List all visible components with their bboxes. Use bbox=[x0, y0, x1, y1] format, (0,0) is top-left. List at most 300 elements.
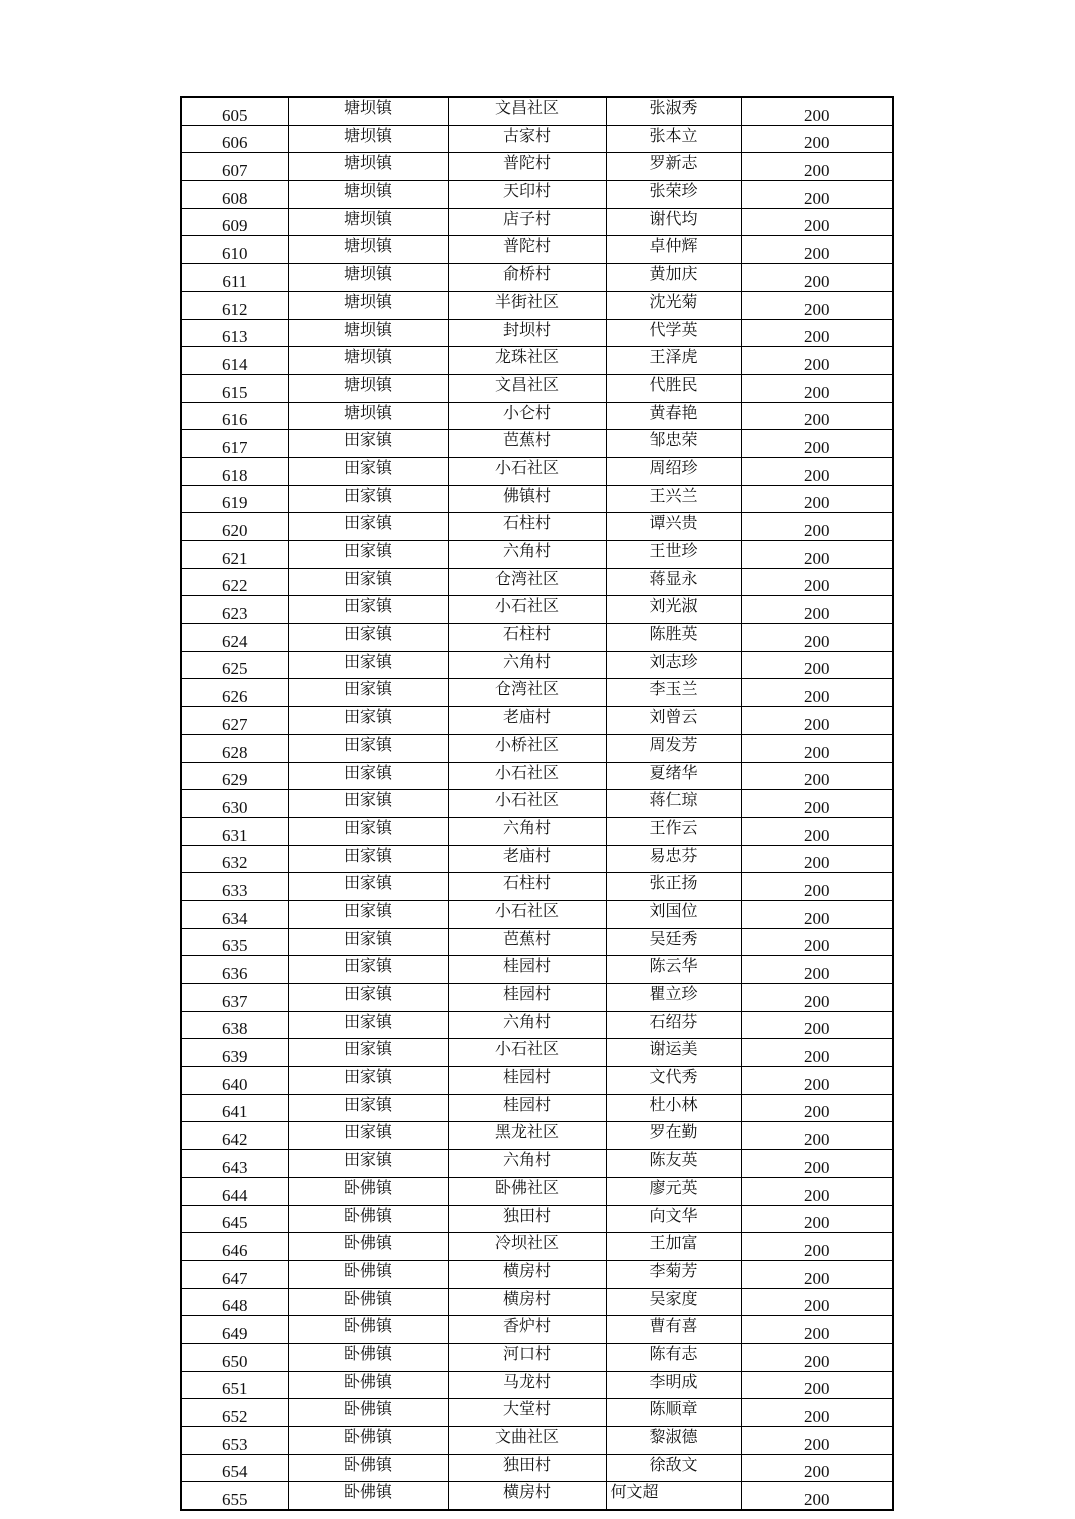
amount-cell: 200 bbox=[741, 208, 893, 236]
village-cell: 半街社区 bbox=[448, 291, 606, 319]
town-cell: 田家镇 bbox=[288, 817, 448, 845]
person-name-cell: 谭兴贵 bbox=[606, 513, 741, 541]
town-cell: 卧佛镇 bbox=[288, 1371, 448, 1399]
row-number-cell: 608 bbox=[181, 181, 288, 209]
table-row bbox=[181, 568, 893, 596]
row-number-cell: 644 bbox=[181, 1177, 288, 1205]
row-number-cell: 637 bbox=[181, 984, 288, 1012]
row-number-cell: 650 bbox=[181, 1343, 288, 1371]
town-cell: 田家镇 bbox=[288, 1011, 448, 1039]
town-cell: 塘坝镇 bbox=[288, 97, 448, 125]
row-number-cell: 655 bbox=[181, 1482, 288, 1510]
person-name-cell: 周绍珍 bbox=[606, 457, 741, 485]
village-cell: 大堂村 bbox=[448, 1399, 606, 1427]
person-name-cell: 黎淑德 bbox=[606, 1427, 741, 1455]
amount-cell: 200 bbox=[741, 1343, 893, 1371]
table-row bbox=[181, 457, 893, 485]
person-name-cell: 曹有喜 bbox=[606, 1316, 741, 1344]
village-cell: 小石社区 bbox=[448, 762, 606, 790]
village-cell: 河口村 bbox=[448, 1343, 606, 1371]
table-row bbox=[181, 97, 893, 125]
row-number-cell: 621 bbox=[181, 541, 288, 569]
person-name-cell: 王加富 bbox=[606, 1233, 741, 1261]
table-row bbox=[181, 928, 893, 956]
person-name-cell: 蒋显永 bbox=[606, 568, 741, 596]
amount-cell: 200 bbox=[741, 1094, 893, 1122]
amount-cell: 200 bbox=[741, 734, 893, 762]
village-cell: 横房村 bbox=[448, 1288, 606, 1316]
amount-cell: 200 bbox=[741, 347, 893, 375]
amount-cell: 200 bbox=[741, 790, 893, 818]
village-cell: 龙珠社区 bbox=[448, 347, 606, 375]
amount-cell: 200 bbox=[741, 153, 893, 181]
table-row bbox=[181, 1343, 893, 1371]
person-name-cell: 吴家度 bbox=[606, 1288, 741, 1316]
row-number-cell: 648 bbox=[181, 1288, 288, 1316]
person-name-cell: 王兴兰 bbox=[606, 485, 741, 513]
row-number-cell: 643 bbox=[181, 1150, 288, 1178]
town-cell: 田家镇 bbox=[288, 1094, 448, 1122]
village-cell: 六角村 bbox=[448, 817, 606, 845]
row-number-cell: 625 bbox=[181, 651, 288, 679]
town-cell: 田家镇 bbox=[288, 457, 448, 485]
town-cell: 田家镇 bbox=[288, 928, 448, 956]
table-row bbox=[181, 1039, 893, 1067]
row-number-cell: 626 bbox=[181, 679, 288, 707]
village-cell: 六角村 bbox=[448, 651, 606, 679]
row-number-cell: 614 bbox=[181, 347, 288, 375]
amount-cell: 200 bbox=[741, 236, 893, 264]
table-row bbox=[181, 624, 893, 652]
amount-cell: 200 bbox=[741, 873, 893, 901]
table-row bbox=[181, 1177, 893, 1205]
person-name-cell: 周发芳 bbox=[606, 734, 741, 762]
amount-cell: 200 bbox=[741, 651, 893, 679]
row-number-cell: 633 bbox=[181, 873, 288, 901]
town-cell: 塘坝镇 bbox=[288, 347, 448, 375]
table-row bbox=[181, 319, 893, 347]
table-row bbox=[181, 374, 893, 402]
person-name-cell: 李菊芳 bbox=[606, 1260, 741, 1288]
town-cell: 卧佛镇 bbox=[288, 1233, 448, 1261]
amount-cell: 200 bbox=[741, 181, 893, 209]
town-cell: 田家镇 bbox=[288, 790, 448, 818]
row-number-cell: 618 bbox=[181, 457, 288, 485]
person-name-cell: 陈胜英 bbox=[606, 624, 741, 652]
amount-cell: 200 bbox=[741, 541, 893, 569]
village-cell: 黑龙社区 bbox=[448, 1122, 606, 1150]
village-cell: 仓湾社区 bbox=[448, 568, 606, 596]
town-cell: 塘坝镇 bbox=[288, 291, 448, 319]
town-cell: 卧佛镇 bbox=[288, 1482, 448, 1510]
person-name-cell: 杜小林 bbox=[606, 1094, 741, 1122]
table-row bbox=[181, 707, 893, 735]
village-cell: 独田村 bbox=[448, 1205, 606, 1233]
person-name-cell: 代胜民 bbox=[606, 374, 741, 402]
amount-cell: 200 bbox=[741, 1371, 893, 1399]
table-row bbox=[181, 984, 893, 1012]
table-row bbox=[181, 208, 893, 236]
person-name-cell: 王世珍 bbox=[606, 541, 741, 569]
town-cell: 田家镇 bbox=[288, 513, 448, 541]
town-cell: 塘坝镇 bbox=[288, 208, 448, 236]
amount-cell: 200 bbox=[741, 485, 893, 513]
table-row bbox=[181, 900, 893, 928]
town-cell: 塘坝镇 bbox=[288, 319, 448, 347]
amount-cell: 200 bbox=[741, 817, 893, 845]
table-row bbox=[181, 873, 893, 901]
amount-cell: 200 bbox=[741, 845, 893, 873]
person-name-cell: 罗新志 bbox=[606, 153, 741, 181]
row-number-cell: 647 bbox=[181, 1260, 288, 1288]
town-cell: 卧佛镇 bbox=[288, 1288, 448, 1316]
town-cell: 田家镇 bbox=[288, 873, 448, 901]
table-row bbox=[181, 402, 893, 430]
amount-cell: 200 bbox=[741, 402, 893, 430]
amount-cell: 200 bbox=[741, 1454, 893, 1482]
town-cell: 田家镇 bbox=[288, 845, 448, 873]
person-name-cell: 卓仲辉 bbox=[606, 236, 741, 264]
table-row bbox=[181, 1454, 893, 1482]
village-cell: 石柱村 bbox=[448, 624, 606, 652]
person-name-cell: 易忠芬 bbox=[606, 845, 741, 873]
amount-cell: 200 bbox=[741, 679, 893, 707]
village-cell: 小石社区 bbox=[448, 596, 606, 624]
village-cell: 佛镇村 bbox=[448, 485, 606, 513]
row-number-cell: 624 bbox=[181, 624, 288, 652]
table-row bbox=[181, 679, 893, 707]
person-name-cell: 代学英 bbox=[606, 319, 741, 347]
row-number-cell: 615 bbox=[181, 374, 288, 402]
town-cell: 田家镇 bbox=[288, 541, 448, 569]
amount-cell: 200 bbox=[741, 762, 893, 790]
town-cell: 塘坝镇 bbox=[288, 125, 448, 153]
amount-cell: 200 bbox=[741, 1482, 893, 1510]
amount-cell: 200 bbox=[741, 984, 893, 1012]
amount-cell: 200 bbox=[741, 1316, 893, 1344]
village-cell: 老庙村 bbox=[448, 845, 606, 873]
row-number-cell: 638 bbox=[181, 1011, 288, 1039]
village-cell: 六角村 bbox=[448, 1150, 606, 1178]
amount-cell: 200 bbox=[741, 1177, 893, 1205]
village-cell: 老庙村 bbox=[448, 707, 606, 735]
row-number-cell: 632 bbox=[181, 845, 288, 873]
table-row bbox=[181, 1094, 893, 1122]
person-name-cell: 黄春艳 bbox=[606, 402, 741, 430]
table-row bbox=[181, 236, 893, 264]
table-row bbox=[181, 485, 893, 513]
table-row bbox=[181, 153, 893, 181]
table-row bbox=[181, 1233, 893, 1261]
row-number-cell: 617 bbox=[181, 430, 288, 458]
town-cell: 田家镇 bbox=[288, 651, 448, 679]
town-cell: 田家镇 bbox=[288, 734, 448, 762]
village-cell: 封坝村 bbox=[448, 319, 606, 347]
town-cell: 田家镇 bbox=[288, 900, 448, 928]
row-number-cell: 641 bbox=[181, 1094, 288, 1122]
village-cell: 马龙村 bbox=[448, 1371, 606, 1399]
row-number-cell: 611 bbox=[181, 264, 288, 292]
person-name-cell: 陈顺章 bbox=[606, 1399, 741, 1427]
amount-cell: 200 bbox=[741, 707, 893, 735]
table-row bbox=[181, 1150, 893, 1178]
amount-cell: 200 bbox=[741, 1150, 893, 1178]
table-row bbox=[181, 430, 893, 458]
row-number-cell: 606 bbox=[181, 125, 288, 153]
person-name-cell: 夏绪华 bbox=[606, 762, 741, 790]
town-cell: 卧佛镇 bbox=[288, 1343, 448, 1371]
village-cell: 俞桥村 bbox=[448, 264, 606, 292]
town-cell: 塘坝镇 bbox=[288, 402, 448, 430]
town-cell: 田家镇 bbox=[288, 485, 448, 513]
person-name-cell: 廖元英 bbox=[606, 1177, 741, 1205]
row-number-cell: 651 bbox=[181, 1371, 288, 1399]
person-name-cell: 张本立 bbox=[606, 125, 741, 153]
person-name-cell: 李玉兰 bbox=[606, 679, 741, 707]
person-name-cell: 张荣珍 bbox=[606, 181, 741, 209]
town-cell: 卧佛镇 bbox=[288, 1427, 448, 1455]
row-number-cell: 613 bbox=[181, 319, 288, 347]
table-row bbox=[181, 956, 893, 984]
village-cell: 桂园村 bbox=[448, 1067, 606, 1095]
person-name-cell: 刘国位 bbox=[606, 900, 741, 928]
village-cell: 文昌社区 bbox=[448, 97, 606, 125]
village-cell: 芭蕉村 bbox=[448, 430, 606, 458]
village-cell: 店子村 bbox=[448, 208, 606, 236]
table-row bbox=[181, 651, 893, 679]
amount-cell: 200 bbox=[741, 125, 893, 153]
person-name-cell: 刘曾云 bbox=[606, 707, 741, 735]
village-cell: 桂园村 bbox=[448, 956, 606, 984]
town-cell: 卧佛镇 bbox=[288, 1205, 448, 1233]
village-cell: 文昌社区 bbox=[448, 374, 606, 402]
roster-body bbox=[181, 97, 893, 1510]
row-number-cell: 635 bbox=[181, 928, 288, 956]
village-cell: 天印村 bbox=[448, 181, 606, 209]
person-name-cell: 陈云华 bbox=[606, 956, 741, 984]
amount-cell: 200 bbox=[741, 1067, 893, 1095]
amount-cell: 200 bbox=[741, 1427, 893, 1455]
village-cell: 六角村 bbox=[448, 1011, 606, 1039]
town-cell: 田家镇 bbox=[288, 1067, 448, 1095]
town-cell: 田家镇 bbox=[288, 707, 448, 735]
amount-cell: 200 bbox=[741, 1260, 893, 1288]
row-number-cell: 631 bbox=[181, 817, 288, 845]
person-name-cell: 罗在勤 bbox=[606, 1122, 741, 1150]
table-row bbox=[181, 734, 893, 762]
table-row bbox=[181, 1482, 893, 1510]
table-row bbox=[181, 1011, 893, 1039]
town-cell: 田家镇 bbox=[288, 568, 448, 596]
person-name-cell: 向文华 bbox=[606, 1205, 741, 1233]
person-name-cell: 王泽虎 bbox=[606, 347, 741, 375]
village-cell: 桂园村 bbox=[448, 984, 606, 1012]
town-cell: 田家镇 bbox=[288, 984, 448, 1012]
amount-cell: 200 bbox=[741, 319, 893, 347]
person-name-cell: 谢代均 bbox=[606, 208, 741, 236]
row-number-cell: 654 bbox=[181, 1454, 288, 1482]
table-row bbox=[181, 1427, 893, 1455]
table-row bbox=[181, 1122, 893, 1150]
table-row bbox=[181, 541, 893, 569]
person-name-cell: 刘光淑 bbox=[606, 596, 741, 624]
table-row bbox=[181, 1067, 893, 1095]
village-cell: 独田村 bbox=[448, 1454, 606, 1482]
row-number-cell: 649 bbox=[181, 1316, 288, 1344]
village-cell: 芭蕉村 bbox=[448, 928, 606, 956]
village-cell: 石柱村 bbox=[448, 513, 606, 541]
table-row bbox=[181, 596, 893, 624]
row-number-cell: 623 bbox=[181, 596, 288, 624]
row-number-cell: 622 bbox=[181, 568, 288, 596]
row-number-cell: 628 bbox=[181, 734, 288, 762]
person-name-cell: 张正扬 bbox=[606, 873, 741, 901]
village-cell: 小石社区 bbox=[448, 900, 606, 928]
village-cell: 普陀村 bbox=[448, 153, 606, 181]
table-row bbox=[181, 1260, 893, 1288]
row-number-cell: 612 bbox=[181, 291, 288, 319]
town-cell: 田家镇 bbox=[288, 762, 448, 790]
person-name-cell: 沈光菊 bbox=[606, 291, 741, 319]
town-cell: 塘坝镇 bbox=[288, 236, 448, 264]
amount-cell: 200 bbox=[741, 1011, 893, 1039]
row-number-cell: 636 bbox=[181, 956, 288, 984]
amount-cell: 200 bbox=[741, 928, 893, 956]
person-name-cell: 陈有志 bbox=[606, 1343, 741, 1371]
table-row bbox=[181, 1288, 893, 1316]
amount-cell: 200 bbox=[741, 596, 893, 624]
table-row bbox=[181, 264, 893, 292]
town-cell: 卧佛镇 bbox=[288, 1316, 448, 1344]
table-row bbox=[181, 790, 893, 818]
town-cell: 塘坝镇 bbox=[288, 264, 448, 292]
person-name-cell: 石绍芬 bbox=[606, 1011, 741, 1039]
row-number-cell: 620 bbox=[181, 513, 288, 541]
town-cell: 卧佛镇 bbox=[288, 1177, 448, 1205]
person-name-cell: 蒋仁琼 bbox=[606, 790, 741, 818]
village-cell: 香炉村 bbox=[448, 1316, 606, 1344]
town-cell: 卧佛镇 bbox=[288, 1399, 448, 1427]
amount-cell: 200 bbox=[741, 1288, 893, 1316]
town-cell: 田家镇 bbox=[288, 430, 448, 458]
table-row bbox=[181, 845, 893, 873]
row-number-cell: 639 bbox=[181, 1039, 288, 1067]
table-row bbox=[181, 513, 893, 541]
village-cell: 小桥社区 bbox=[448, 734, 606, 762]
amount-cell: 200 bbox=[741, 1233, 893, 1261]
row-number-cell: 634 bbox=[181, 900, 288, 928]
row-number-cell: 616 bbox=[181, 402, 288, 430]
amount-cell: 200 bbox=[741, 1039, 893, 1067]
town-cell: 田家镇 bbox=[288, 596, 448, 624]
table-row bbox=[181, 1371, 893, 1399]
table-row bbox=[181, 125, 893, 153]
amount-cell: 200 bbox=[741, 1205, 893, 1233]
village-cell: 桂园村 bbox=[448, 1094, 606, 1122]
town-cell: 田家镇 bbox=[288, 1150, 448, 1178]
town-cell: 塘坝镇 bbox=[288, 181, 448, 209]
person-name-cell: 邹忠荣 bbox=[606, 430, 741, 458]
village-cell: 小石社区 bbox=[448, 457, 606, 485]
village-cell: 六角村 bbox=[448, 541, 606, 569]
amount-cell: 200 bbox=[741, 513, 893, 541]
amount-cell: 200 bbox=[741, 264, 893, 292]
table-row bbox=[181, 762, 893, 790]
person-name-cell: 王作云 bbox=[606, 817, 741, 845]
town-cell: 卧佛镇 bbox=[288, 1454, 448, 1482]
village-cell: 横房村 bbox=[448, 1260, 606, 1288]
table-row bbox=[181, 1205, 893, 1233]
amount-cell: 200 bbox=[741, 1122, 893, 1150]
village-cell: 小仑村 bbox=[448, 402, 606, 430]
person-name-cell: 吴廷秀 bbox=[606, 928, 741, 956]
town-cell: 田家镇 bbox=[288, 956, 448, 984]
amount-cell: 200 bbox=[741, 1399, 893, 1427]
amount-cell: 200 bbox=[741, 624, 893, 652]
village-cell: 卧佛社区 bbox=[448, 1177, 606, 1205]
village-cell: 冷坝社区 bbox=[448, 1233, 606, 1261]
row-number-cell: 627 bbox=[181, 707, 288, 735]
person-name-cell: 李明成 bbox=[606, 1371, 741, 1399]
amount-cell: 200 bbox=[741, 374, 893, 402]
village-cell: 小石社区 bbox=[448, 1039, 606, 1067]
town-cell: 田家镇 bbox=[288, 1122, 448, 1150]
amount-cell: 200 bbox=[741, 291, 893, 319]
village-cell: 小石社区 bbox=[448, 790, 606, 818]
village-cell: 横房村 bbox=[448, 1482, 606, 1510]
table-row bbox=[181, 817, 893, 845]
row-number-cell: 610 bbox=[181, 236, 288, 264]
row-number-cell: 642 bbox=[181, 1122, 288, 1150]
table-row bbox=[181, 1316, 893, 1344]
village-cell: 仓湾社区 bbox=[448, 679, 606, 707]
town-cell: 田家镇 bbox=[288, 624, 448, 652]
person-name-cell: 陈友英 bbox=[606, 1150, 741, 1178]
row-number-cell: 645 bbox=[181, 1205, 288, 1233]
row-number-cell: 646 bbox=[181, 1233, 288, 1261]
person-name-cell: 刘志珍 bbox=[606, 651, 741, 679]
amount-cell: 200 bbox=[741, 900, 893, 928]
row-number-cell: 640 bbox=[181, 1067, 288, 1095]
row-number-cell: 653 bbox=[181, 1427, 288, 1455]
table-row bbox=[181, 291, 893, 319]
row-number-cell: 630 bbox=[181, 790, 288, 818]
town-cell: 塘坝镇 bbox=[288, 374, 448, 402]
table-row bbox=[181, 1399, 893, 1427]
town-cell: 田家镇 bbox=[288, 679, 448, 707]
amount-cell: 200 bbox=[741, 97, 893, 125]
amount-cell: 200 bbox=[741, 568, 893, 596]
person-name-cell: 黄加庆 bbox=[606, 264, 741, 292]
row-number-cell: 619 bbox=[181, 485, 288, 513]
row-number-cell: 609 bbox=[181, 208, 288, 236]
table-row bbox=[181, 347, 893, 375]
town-cell: 卧佛镇 bbox=[288, 1260, 448, 1288]
amount-cell: 200 bbox=[741, 956, 893, 984]
town-cell: 田家镇 bbox=[288, 1039, 448, 1067]
town-cell: 塘坝镇 bbox=[288, 153, 448, 181]
village-cell: 文曲社区 bbox=[448, 1427, 606, 1455]
person-name-cell: 瞿立珍 bbox=[606, 984, 741, 1012]
row-number-cell: 629 bbox=[181, 762, 288, 790]
amount-cell: 200 bbox=[741, 457, 893, 485]
village-cell: 石柱村 bbox=[448, 873, 606, 901]
village-cell: 古家村 bbox=[448, 125, 606, 153]
village-cell: 普陀村 bbox=[448, 236, 606, 264]
person-name-cell: 张淑秀 bbox=[606, 97, 741, 125]
row-number-cell: 652 bbox=[181, 1399, 288, 1427]
roster-table bbox=[180, 96, 894, 1511]
